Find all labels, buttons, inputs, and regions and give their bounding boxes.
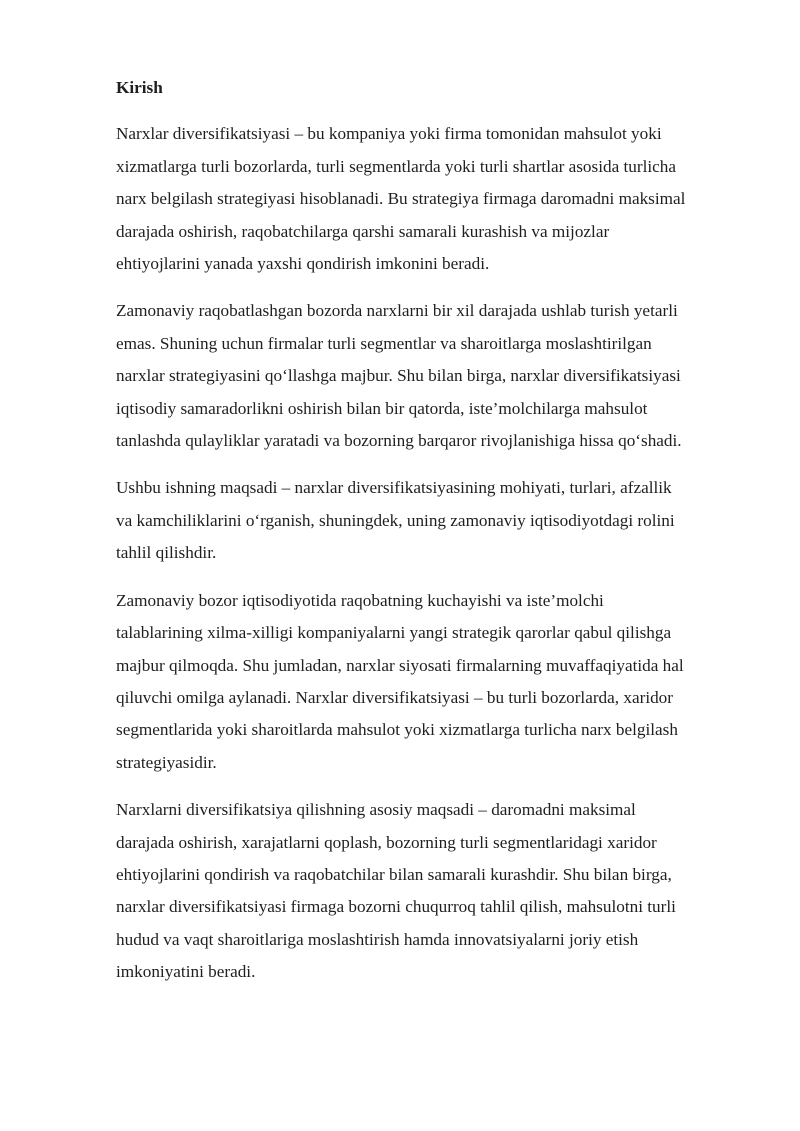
text-line: qiluvchi omilga aylanadi. Narxlar diversifikatsiyasi – bu turli bozorlarda, xaridor bbox=[116, 687, 673, 707]
text-line: tahlil qilishdir. bbox=[116, 543, 217, 563]
text-line: narxlar strategiyasini qo‘llashga majbur. Shu bilan birga, narxlar diversifikatsiyasi bbox=[116, 366, 681, 386]
text-line: Ushbu ishning maqsadi – narxlar diversifikatsiyasining mohiyati, turlari, afzallik bbox=[116, 478, 672, 498]
text-line: va kamchiliklarini o‘rganish, shuningdek, uning zamonaviy iqtisodiyotdagi rolini bbox=[116, 510, 675, 530]
text-line: Narxlar diversifikatsiyasi – bu kompaniya yoki firma tomonidan mahsulot yoki bbox=[116, 124, 662, 144]
paragraph-2 bbox=[116, 295, 748, 457]
text-line: narx belgilash strategiyasi hisoblanadi. Bu strategiya firmaga daromadni maksimal bbox=[116, 189, 686, 209]
text-line: tanlashda qulayliklar yaratadi va bozorning barqaror rivojlanishiga hissa qo‘shadi. bbox=[116, 431, 682, 451]
text-line: darajada oshirish, xarajatlarni qoplash, bozorning turli segmentlaridagi xaridor bbox=[116, 832, 657, 852]
text-line: xizmatlarga turli bozorlarda, turli segmentlarda yoki turli shartlar asosida turlicha bbox=[116, 156, 677, 176]
text-line: imkoniyatini beradi. bbox=[116, 962, 256, 982]
text-line: Zamonaviy bozor iqtisodiyotida raqobatning kuchayishi va iste’molchi bbox=[116, 590, 604, 610]
text-line: Zamonaviy raqobatlashgan bozorda narxlarni bir xil darajada ushlab turish yetarli bbox=[116, 301, 678, 321]
text-line: segmentlarida yoki sharoitlarda mahsulot yoki xizmatlarga turlicha narx belgilash bbox=[116, 720, 678, 740]
text-line: strategiyasidir. bbox=[116, 752, 217, 772]
paragraph-1 bbox=[116, 118, 748, 280]
text-line: iqtisodiy samaradorlikni oshirish bilan bir qatorda, iste’molchilarga mahsulot bbox=[116, 398, 648, 418]
paragraph-3 bbox=[116, 472, 748, 569]
text-line: darajada oshirish, raqobatchilarga qarshi samarali kurashish va mijozlar bbox=[116, 221, 610, 241]
paragraph-4 bbox=[116, 585, 748, 779]
text-line: narxlar diversifikatsiyasi firmaga bozorni chuqurroq tahlil qilish, mahsulotni turli bbox=[116, 897, 676, 917]
text-line: ehtiyojlarini qondirish va raqobatchilar bilan samarali kurashdir. Shu bilan birga, bbox=[116, 864, 672, 884]
text-line: talablarining xilma-xilligi kompaniyalarni yangi strategik qarorlar qabul qilishga bbox=[116, 623, 672, 643]
text-line: Narxlarni diversifikatsiya qilishning asosiy maqsadi – daromadni maksimal bbox=[116, 800, 636, 820]
text-line: ehtiyojlarini yanada yaxshi qondirish imkonini beradi. bbox=[116, 254, 490, 274]
text-line: emas. Shuning uchun firmalar turli segmentlar va sharoitlarga moslashtirilgan bbox=[116, 333, 652, 353]
section-heading: Kirish bbox=[116, 78, 163, 97]
text-line: hudud va vaqt sharoitlariga moslashtirish hamda innovatsiyalarni joriy etish bbox=[116, 929, 639, 949]
text-line: majbur qilmoqda. Shu jumladan, narxlar siyosati firmalarning muvaffaqiyatida hal bbox=[116, 655, 684, 675]
document-body bbox=[116, 72, 748, 1004]
paragraph-5 bbox=[116, 794, 748, 988]
